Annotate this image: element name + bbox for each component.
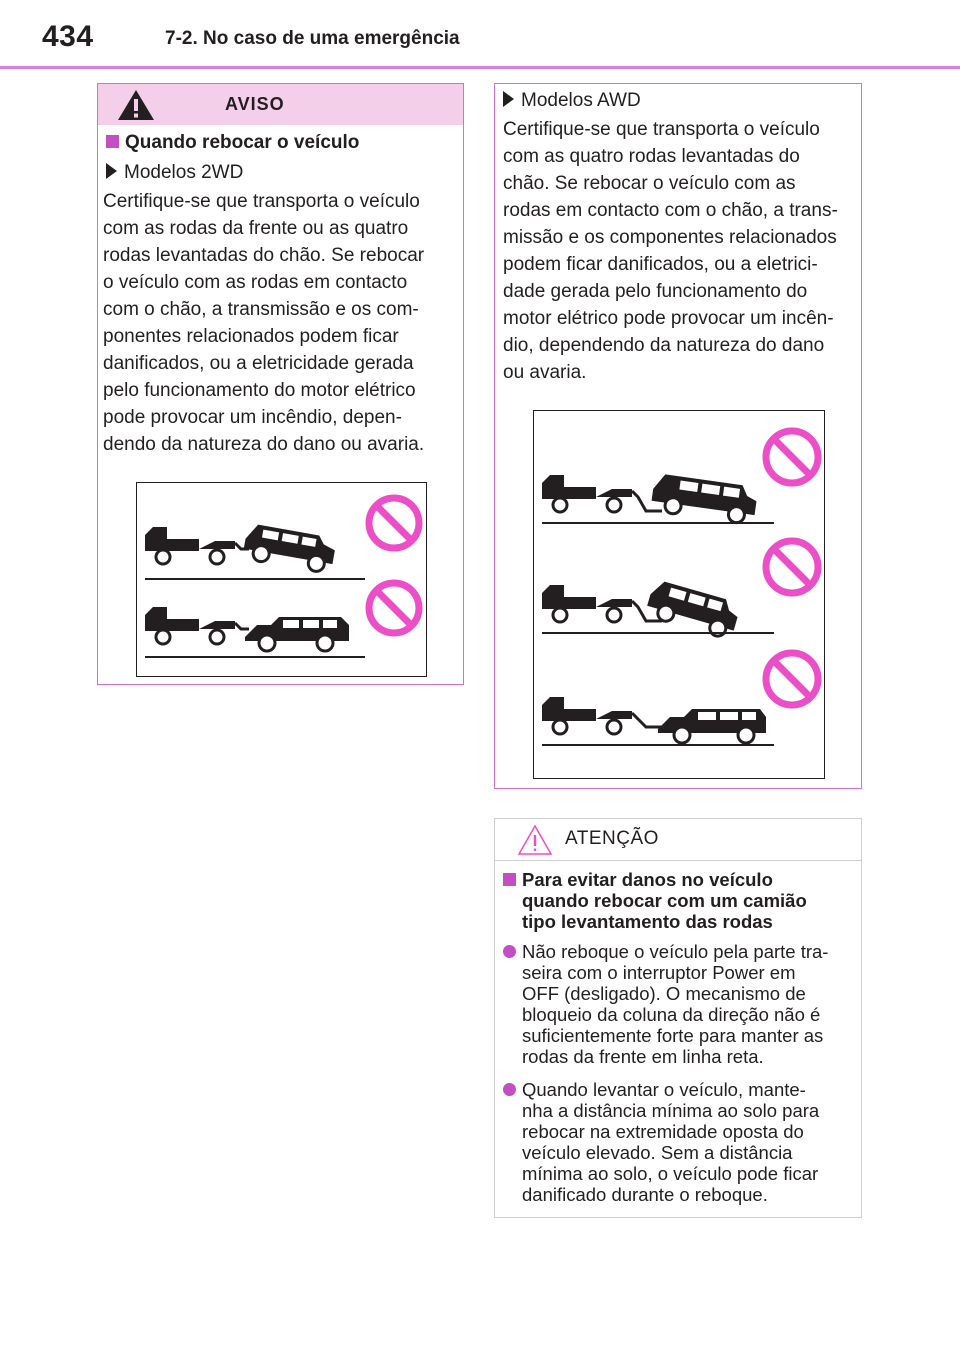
body-line: podem ficar danificados, ou a eletrici- bbox=[503, 254, 818, 275]
bullet-line: mínima ao solo, o veículo pode ficar bbox=[522, 1163, 819, 1184]
prohibited-icon bbox=[766, 431, 818, 483]
body-line: rodas levantadas do chão. Se rebocar bbox=[103, 245, 425, 266]
aviso-subheading: Quando rebocar o veículo bbox=[106, 132, 359, 154]
atencao-title: ATENÇÃO bbox=[565, 828, 659, 849]
bullet-line: veículo elevado. Sem a distância bbox=[522, 1142, 793, 1163]
body-line: dio, dependendo da natureza do dano bbox=[503, 335, 825, 356]
body-line: Certifique-se que transporta o veículo bbox=[103, 191, 420, 212]
square-bullet-icon bbox=[106, 135, 119, 148]
bullet-line: rebocar na extremidade oposta do bbox=[522, 1121, 804, 1142]
subheading-line: Para evitar danos no veículo bbox=[522, 869, 773, 890]
tow-truck-icon bbox=[145, 527, 249, 564]
body-line: com as quatro rodas levantadas do bbox=[503, 146, 800, 167]
bullet-line: Quando levantar o veículo, mante- bbox=[522, 1079, 806, 1100]
body-line: danificados, ou a eletricidade gerada bbox=[103, 353, 414, 374]
model-awd-heading: Modelos AWD bbox=[503, 90, 641, 112]
body-line: dendo da natureza do dano ou avaria. bbox=[103, 434, 425, 455]
tow-truck-icon bbox=[542, 475, 662, 512]
bullet-line: OFF (desligado). O mecanismo de bbox=[522, 983, 806, 1004]
page-number: 434 bbox=[42, 20, 94, 53]
subheading-line: quando rebocar com um camião bbox=[522, 890, 807, 911]
atencao-bullet bbox=[503, 941, 828, 1067]
body-line: pode provocar um incêndio, depen- bbox=[103, 407, 402, 428]
prohibited-icon bbox=[369, 583, 419, 633]
body-line: pelo funcionamento do motor elétrico bbox=[103, 380, 416, 401]
bullet-line: rodas da frente em linha reta. bbox=[522, 1046, 764, 1067]
body-line: Certifique-se que transporta o veículo bbox=[503, 119, 820, 140]
car-towed-icon bbox=[245, 617, 349, 651]
body-line: ou avaria. bbox=[503, 362, 587, 383]
towing-awd-illustration bbox=[533, 410, 825, 779]
towing-2wd-illustration bbox=[136, 482, 427, 677]
bullet-line: bloqueio da coluna da direção não é bbox=[522, 1004, 821, 1025]
tow-truck-icon bbox=[145, 607, 249, 644]
aviso-box bbox=[97, 83, 464, 685]
suv-lifted-icon bbox=[242, 523, 337, 574]
aviso-header bbox=[98, 84, 463, 125]
bullet-line: seira com o interruptor Power em bbox=[522, 962, 796, 983]
warning-icon bbox=[116, 88, 156, 122]
atencao-header bbox=[495, 819, 861, 861]
tow-truck-icon bbox=[542, 585, 662, 622]
tow-truck-icon bbox=[542, 697, 662, 734]
bullet-line: suficientemente forte para manter as bbox=[522, 1025, 824, 1046]
triangle-bullet-icon bbox=[106, 163, 117, 179]
car-towed-icon bbox=[658, 709, 766, 743]
body-line: rodas em contacto com o chão, a trans- bbox=[503, 200, 838, 221]
square-bullet-icon bbox=[503, 873, 516, 886]
model-2wd-heading: Modelos 2WD bbox=[106, 162, 243, 184]
aviso-title: AVISO bbox=[225, 94, 285, 114]
prohibited-icon bbox=[766, 541, 818, 593]
body-line: ponentes relacionados podem ficar bbox=[103, 326, 399, 347]
atencao-box bbox=[494, 818, 862, 1218]
suv-lifted-icon bbox=[644, 579, 741, 640]
prohibited-icon bbox=[766, 653, 818, 705]
section-title: 7-2. No caso de uma emergência bbox=[165, 28, 460, 49]
bullet-line: nha a distância mínima ao solo para bbox=[522, 1100, 820, 1121]
header-rule bbox=[0, 66, 960, 69]
body-line: motor elétrico pode provocar um incên- bbox=[503, 308, 834, 329]
bullet-dot-icon bbox=[503, 945, 516, 958]
prohibited-icon bbox=[369, 498, 419, 548]
caution-icon bbox=[517, 824, 553, 856]
triangle-bullet-icon bbox=[503, 91, 514, 107]
subheading-line: tipo levantamento das rodas bbox=[522, 911, 773, 932]
bullet-dot-icon bbox=[503, 1083, 516, 1096]
aviso-box-continued bbox=[494, 83, 862, 789]
body-line: com o chão, a transmissão e os com- bbox=[103, 299, 419, 320]
body-line: o veículo com as rodas em contacto bbox=[103, 272, 408, 293]
body-line: missão e os componentes relacionados bbox=[503, 227, 837, 248]
atencao-subheading bbox=[503, 869, 807, 932]
body-line: com as rodas da frente ou as quatro bbox=[103, 218, 409, 239]
body-line: chão. Se rebocar o veículo com as bbox=[503, 173, 796, 194]
bullet-line: danificado durante o reboque. bbox=[522, 1184, 768, 1205]
body-line: dade gerada pelo funcionamento do bbox=[503, 281, 808, 302]
bullet-line: Não reboque o veículo pela parte tra- bbox=[522, 941, 829, 962]
atencao-bullet bbox=[503, 1079, 819, 1205]
suv-lifted-icon bbox=[650, 473, 758, 525]
